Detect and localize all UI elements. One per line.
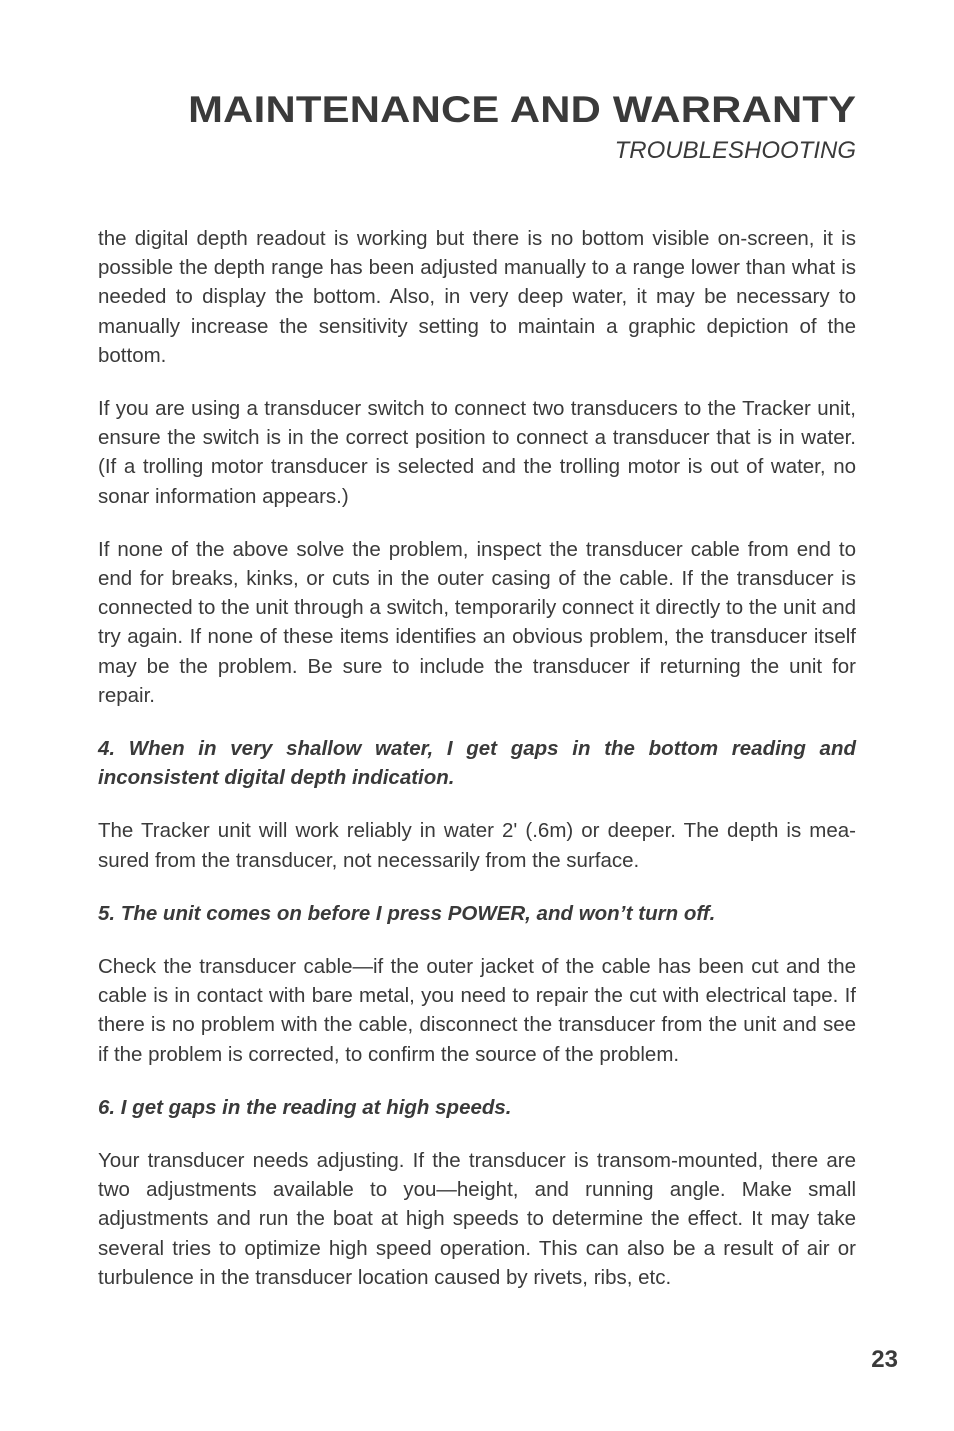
page-subtitle: TROUBLESHOOTING <box>614 137 856 164</box>
question-power-on: 5. The unit comes on before I press POWER, and won’t turn off. <box>98 901 716 925</box>
page-header <box>187 88 856 166</box>
paragraph-transducer-switch: If you are using a transducer switch to connect two transducers to the Tracker unit, ensure the switch is in the correct position to connect a transducer that is in water. (If a trolling motor transducer is selected and the trolling motor is out of water, no sonar information appears.) <box>98 397 856 508</box>
paragraph-depth-range: the digital depth readout is working but there is no bottom visible on-screen, it is possible the depth range has been adjusted manually to a range lower than what is needed to display the bottom. Also, in very deep water, it may be necessary to manually increase the sensitivity setting to maintain a graphic depiction of the bottom. <box>98 227 856 367</box>
page-title: MAINTENANCE AND WARRANTY <box>187 89 856 130</box>
question-shallow-water: 4. When in very shallow water, I get gaps in the bottom reading and inconsistent digital depth indication. <box>98 737 856 790</box>
paragraph-inspect-cable: If none of the above solve the problem, inspect the transducer cable from end to end for breaks, kinks, or cuts in the outer casing of the cable. If the transducer is connected to the unit through a switch, temporarily connect it directly to the unit and try again. If none of these items identifies an obvious problem, the transducer itself may be the problem. Be sure to include the transducer if returning the unit for repair. <box>98 537 856 707</box>
body-content <box>98 224 856 1316</box>
answer-high-speed: Your transducer needs adjusting. If the transducer is transom-mounted, there are two adjustments available to you—height, and running angle. Make small adjustments and run the boat at high speeds to determine the effect. It may take several tries to optimize high speed operation. This can also be a result of air or turbulence in the transducer location caused by rivets, ribs, etc. <box>98 1149 856 1289</box>
answer-power-on: Check the transducer cable—if the outer jacket of the cable has been cut and the cable is in contact with bare metal, you need to repair the cut with electrical tape. If there is no problem with the cable, disconnect the transducer from the unit and see if the problem is corrected, to confirm the source of the problem. <box>98 955 856 1066</box>
question-high-speed: 6. I get gaps in the reading at high speeds. <box>98 1095 512 1119</box>
page-number: 23 <box>871 1346 898 1373</box>
answer-shallow-water: The Tracker unit will work reliably in water 2' (.6m) or deeper. The depth is measured from the transducer, not necessarily from the surface. <box>98 819 856 872</box>
